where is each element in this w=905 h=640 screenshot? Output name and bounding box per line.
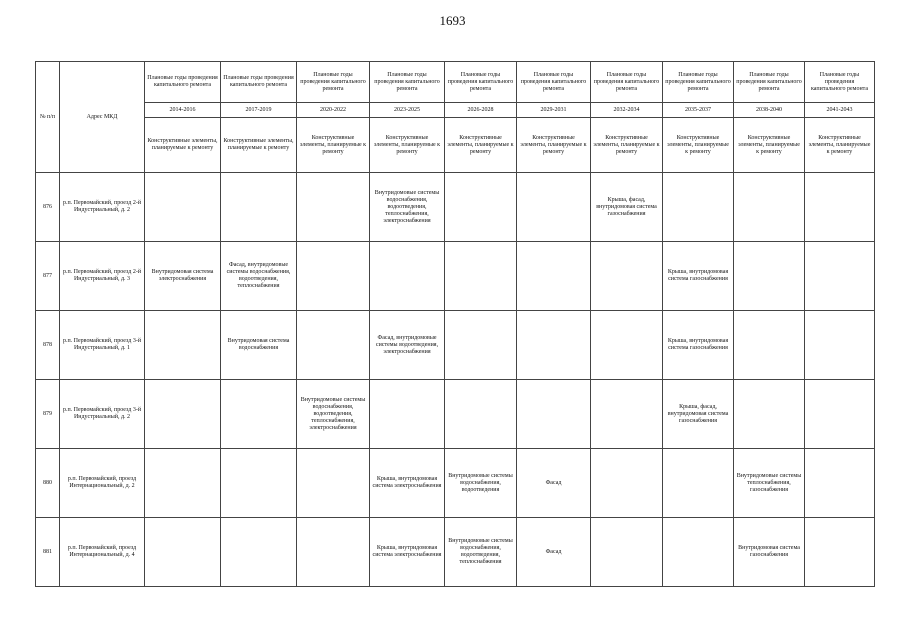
repair-cell [517,173,591,242]
repair-cell [805,173,875,242]
repair-cell: Фасад, внутридомовые системы водоотведения, электроснабжения [370,311,445,380]
header-elements: Конструктивные элементы, планируемые к ремонту [145,118,221,173]
repair-cell: Внутридомовые системы водоснабжения, водоотведения, теплоснабжения, электроснабжения [297,380,370,449]
repair-cell [370,380,445,449]
header-num: № п/п [36,62,60,173]
repair-cell: Крыша, фасад, внутридомовая система газоснабжения [591,173,663,242]
repair-cell [145,173,221,242]
row-number: 878 [36,311,60,380]
row-number: 877 [36,242,60,311]
header-address: Адрес МКД [60,62,145,173]
repair-cell [297,311,370,380]
row-number: 881 [36,518,60,587]
header-years: 2041-2043 [805,103,875,118]
repair-cell [734,380,805,449]
row-number: 876 [36,173,60,242]
header-period-title: Плановые годы проведения капитального ремонта [145,62,221,103]
repair-cell [370,242,445,311]
header-years: 2032-2034 [591,103,663,118]
repair-cell: Фасад [517,449,591,518]
header-elements: Конструктивные элементы, планируемые к ремонту [805,118,875,173]
repair-cell: Внутридомовые системы водоснабжения, водоотведения, теплоснабжения, электроснабжения [370,173,445,242]
table-row [36,242,875,311]
repair-cell [591,311,663,380]
repair-cell [221,380,297,449]
row-address: р.п. Первомайский, проезд 2-й Индустриальный, д. 3 [60,242,145,311]
repair-cell [805,242,875,311]
row-address: р.п. Первомайский, проезд 3-й Индустриальный, д. 1 [60,311,145,380]
header-elements: Конструктивные элементы, планируемые к ремонту [591,118,663,173]
header-period-title: Плановые годы проведения капитального ремонта [517,62,591,103]
header-period-title: Плановые годы проведения капитального ремонта [734,62,805,103]
repair-cell: Крыша, внутридомовая система электроснабжения [370,449,445,518]
header-period-title: Плановые годы проведения капитального ремонта [663,62,734,103]
repair-cell [663,449,734,518]
repair-cell [221,449,297,518]
repair-cell [663,173,734,242]
repair-cell [221,173,297,242]
header-years: 2029-2031 [517,103,591,118]
capital-repair-table [35,61,875,587]
header-elements: Конструктивные элементы, планируемые к ремонту [517,118,591,173]
repair-cell [734,242,805,311]
repair-cell: Внутридомовая система водоснабжения [221,311,297,380]
table-row [36,173,875,242]
repair-cell [517,380,591,449]
repair-cell [517,242,591,311]
repair-cell [445,173,517,242]
repair-cell [734,311,805,380]
header-years: 2038-2040 [734,103,805,118]
repair-cell: Крыша, фасад, внутридомовая система газоснабжения [663,380,734,449]
row-address: р.п. Первомайский, проезд Интернациональный, д. 2 [60,449,145,518]
repair-cell [145,449,221,518]
repair-cell [297,449,370,518]
repair-cell [297,518,370,587]
repair-cell: Внутридомовые системы теплоснабжения, газоснабжения [734,449,805,518]
repair-cell: Внутридомовые системы водоснабжения, водоотведения, теплоснабжения [445,518,517,587]
row-address: р.п. Первомайский, проезд 3-й Индустриальный, д. 2 [60,380,145,449]
header-period-title: Плановые годы проведения капитального ремонта [591,62,663,103]
repair-cell: Крыша, внутридомовая система электроснабжения [370,518,445,587]
repair-cell [734,173,805,242]
header-elements: Конструктивные элементы, планируемые к ремонту [734,118,805,173]
header-years: 2020-2022 [297,103,370,118]
repair-cell [663,518,734,587]
repair-cell: Внутридомовые системы водоснабжения, водоотведения [445,449,517,518]
repair-cell [145,518,221,587]
repair-cell [591,449,663,518]
repair-cell: Крыша, внутридомовая система газоснабжения [663,311,734,380]
row-address: р.п. Первомайский, проезд 2-й Индустриальный, д. 2 [60,173,145,242]
table-row [36,449,875,518]
repair-cell: Внутридомовая система газоснабжения [734,518,805,587]
repair-cell [297,173,370,242]
repair-cell [145,380,221,449]
repair-cell [805,311,875,380]
repair-cell [445,242,517,311]
repair-cell [445,380,517,449]
repair-cell [221,518,297,587]
repair-cell [805,449,875,518]
table-row [36,380,875,449]
header-period-title: Плановые годы проведения капитального ремонта [805,62,875,103]
row-number: 879 [36,380,60,449]
header-elements: Конструктивные элементы, планируемые к ремонту [445,118,517,173]
repair-cell [591,518,663,587]
header-years: 2014-2016 [145,103,221,118]
repair-cell [805,518,875,587]
header-period-title: Плановые годы проведения капитального ремонта [370,62,445,103]
repair-cell: Крыша, внутридомовая система газоснабжения [663,242,734,311]
header-period-title: Плановые годы проведения капитального ремонта [221,62,297,103]
repair-cell [517,311,591,380]
repair-cell [145,311,221,380]
table-row [36,518,875,587]
repair-cell [805,380,875,449]
row-number: 880 [36,449,60,518]
repair-cell: Фасад, внутридомовые системы водоснабжения, водоотведения, теплоснабжения [221,242,297,311]
header-years: 2023-2025 [370,103,445,118]
row-address: р.п. Первомайский, проезд Интернациональный, д. 4 [60,518,145,587]
repair-cell: Внутридомовая система электроснабжения [145,242,221,311]
repair-cell: Фасад [517,518,591,587]
repair-cell [591,242,663,311]
header-elements: Конструктивные элементы, планируемые к ремонту [221,118,297,173]
header-period-title: Плановые годы проведения капитального ремонта [445,62,517,103]
table-row [36,311,875,380]
repair-cell [445,311,517,380]
repair-cell [591,380,663,449]
page-number: 1693 [439,13,466,28]
header-elements: Конструктивные элементы, планируемые к ремонту [297,118,370,173]
header-elements: Конструктивные элементы, планируемые к ремонту [370,118,445,173]
header-period-title: Плановые годы проведения капитального ремонта [297,62,370,103]
header-years: 2026-2028 [445,103,517,118]
header-years: 2017-2019 [221,103,297,118]
repair-cell [297,242,370,311]
header-years: 2035-2037 [663,103,734,118]
header-elements: Конструктивные элементы, планируемые к ремонту [663,118,734,173]
